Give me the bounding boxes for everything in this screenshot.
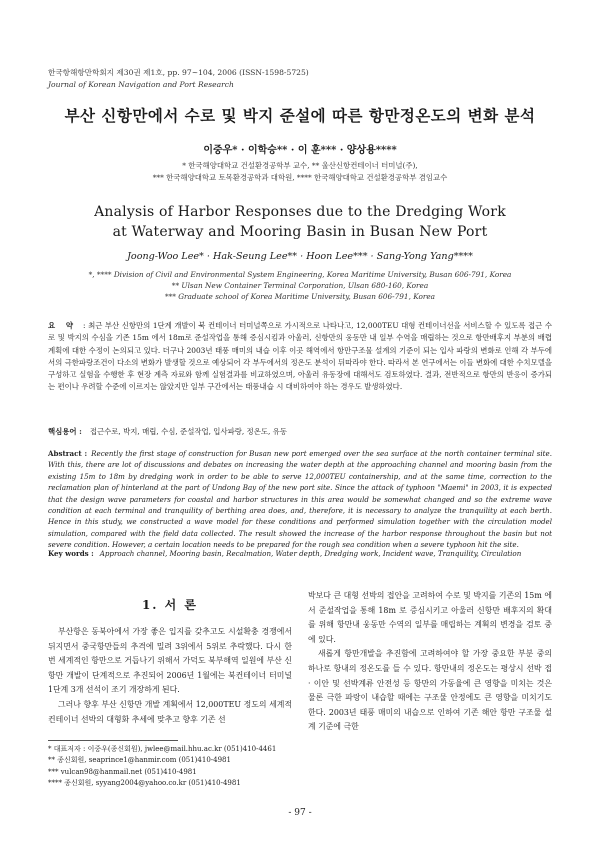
body-column-right [308,589,552,735]
abstract-korean-label: 요 약 [48,321,78,330]
journal-header [48,67,309,91]
abstract-korean-text: : 최근 부산 신항만의 1단계 개발이 북 컨테이너 터미널쪽으로 가시적으로 나타나고, 12,000TEU 대형 컨테이너선을 서비스할 수 있도록 접근 수로 및 박지의 수심을 기존 15m 에서 18m로 준설작업을 통해 증심시킴과 아울러, 신항만의 웅동만 내 일부 수역을 매립하는 것으로 항만배후지 부분의 배렵계획에 대한 수정이 논의되고 있다. 더구나 2003년 태풍 매미의 내습 이후 이곳 해역에서 항만구조물 설계의 기준이 되는 입사 파랑의 변화로 인해 각 부두에서의 극한파랑조건이 다소의 변화가 발생할 것으로 예상되어 각 부두에서의 정온도 분석이 뒤따라야 한다. 따라서 본 연구에서는 이들 변화에 대한 수치모델을 구성하고 실험을 수행한 후 현장 계측 자료와 함께 실험결과를 비교하였으며, 아울러 유동장에 대해서도 검토하였다. 결과, 전반적으로 항만의 반응이 증가되는 편이나 우려할 수준에 이르지는 않았지만 일부 구간에서는 태풍내습 시 대비하여야 하는 경우도 발생하였다. [48,321,552,392]
title-english [0,202,600,242]
keywords-english-label: Key words : [48,549,94,558]
authors-korean: 이중우* · 이학승** · 이 훈*** · 양상용**** [203,145,397,156]
journal-citation-ko: 한국항해항만학회지 제30권 제1호, pp. 97~104, 2006 (ISSN-1598-5725) [48,68,309,77]
keywords-korean [48,426,552,437]
abstract-english-text: Recently the first stage of construction for Busan new port emerged over the sea surface at the north container terminal site. With this, there are lot of discussions and debates on increasing the water depth at the approaching channel and mooring basin from the existing 15m to 18m by dredging work in order to be able to serve 12,000TEU containership, and at the same time, correction to the reclamation plan of hinterland at the part of Undong Bay of the new port site. Since the attack of typhoon "Maemi" in 2003, it is expected that the design wave parameters for coastal and harbor structures in this area would be somewhat changed and so the extreme wave condition at each terminal and tranquility of berthing area does, and, therefore, it is necessary to analyze the tranquility at each berth. Hence in this study, we constructed a wave model for these conditions and performed simulation together with the circulation model simulation, compared with the field data collected. The result showed the increase of the harbor response throughout the basin but not severe condition. However, a certain location needs to be prepared for the rough sea condition when a severe typhoon hit the site. [48,449,552,550]
affiliations-korean [0,160,600,183]
page-number: - 97 - [288,808,312,818]
abstract-korean [48,320,552,394]
keywords-korean-label: 핵심용어 : [48,427,82,436]
affiliation-line: *** 한국해양대학교 토목환경공학과 대학원, **** 한국해양대학교 건설환경공학부 겸임교수 [152,172,448,182]
affiliations-english [0,269,600,302]
journal-name-en: Journal of Korean Navigation and Port Research [48,80,234,89]
footnote-divider [48,740,178,741]
body-column-left [48,625,292,727]
affiliation-line: * 한국해양대학교 건설환경공학부 교수, ** 울산신항컨테이너 터미널(주), [182,161,418,170]
section-heading-introduction: 1. 서 론 [141,598,199,612]
keywords-english [48,549,552,558]
authors-english: Joong-Woo Lee* · Hak-Seung Lee** · Hoon Lee*** · Sang-Yong Yang**** [127,251,473,262]
footnotes [48,744,276,789]
body-paragraph: 그러나 향후 부산 신항만 개발 계획에서 12,000TEU 정도의 세계적 컨테이너 선박의 대형화 추세에 맞추고 향후 기존 선 [48,699,292,724]
footnote: **** 종신회원, syyang2004@yahoo.co.kr (051)410-4981 [48,778,241,787]
title-english-line: Analysis of Harbor Responses due to the Dredging Work [94,204,506,220]
body-paragraph: 새롭게 항만개발을 추진함에 고려하여야 할 가장 중요한 부분 중의 하나로 항내의 정온도를 들 수 있다. 항만내의 정온도는 평상시 선박 접 · 이안 및 선박계류 안전성 등 항만의 가동율에 큰 영향을 미치는 것은 물론 극한 파랑이 내습할 때에는 구조물 안정에도 큰 영향을 미치기도 한다. 2003년 태풍 매미의 내습으로 인하여 기존 해안 항만 구조물 설계 기준에 극한 [308,649,552,732]
affiliation-line: ** Ulsan New Container Terminal Corporation, Ulsan 680-160, Korea [171,281,429,290]
title-english-line: at Waterway and Mooring Basin in Busan New Port [112,224,488,240]
footnote: * 대표저자 : 이중우(종신회원), jwlee@mail.hhu.ac.kr (051)410-4461 [48,745,277,753]
abstract-english [48,448,552,551]
affiliation-line: *** Graduate school of Korea Maritime University, Busan 606-791, Korea [164,292,436,301]
footnote: ** 종신회원, seaprince1@hanmir.com (051)410-4981 [48,756,231,765]
keywords-english-text: Approach channel, Mooring basin, Recalmation, Water depth, Dredging work, Incident wave, Tranquility, Circulation [99,549,522,558]
footnote: *** vulcan98@hanmail.net (051)410-4981 [48,767,197,776]
keywords-korean-text: 접근수로, 박지, 매립, 수심, 준설작업, 입사파랑, 정온도, 유동 [89,427,287,436]
title-korean: 부산 신항만에서 수로 및 박지 준설에 따른 항만정온도의 변화 분석 [64,106,536,125]
body-paragraph: 부산항은 동북아에서 가장 좋은 입지를 갖추고도 시설확충 경쟁에서 뒤지면서 중국항만들의 추격에 밀려 3위에서 5위로 추락했다. 다시 한번 세계적인 항만으로 거듭나기 위해서 가덕도 북부해역 일원에 부산 신항만 개발이 단계적으로 추진되어 2006년 1월에는 북컨테이너 터미널 1단계 3개 선석이 조기 개장하게 된다. [48,627,292,695]
body-paragraph: 박보다 큰 대형 선박의 접안을 고려하여 수로 및 박지를 기존의 15m 에서 준설작업을 통해 18m 로 증심시키고 아울러 신항만 배후지의 확대를 위해 항만내 웅동만 수역의 일부를 매립하는 계획의 변경을 검토 중에 있다. [308,591,552,644]
affiliation-line: *, **** Division of Civil and Environmental System Engineering, Korea Maritime University, Busan 606-791, Korea [88,270,512,279]
abstract-english-label: Abstract : [48,449,88,458]
